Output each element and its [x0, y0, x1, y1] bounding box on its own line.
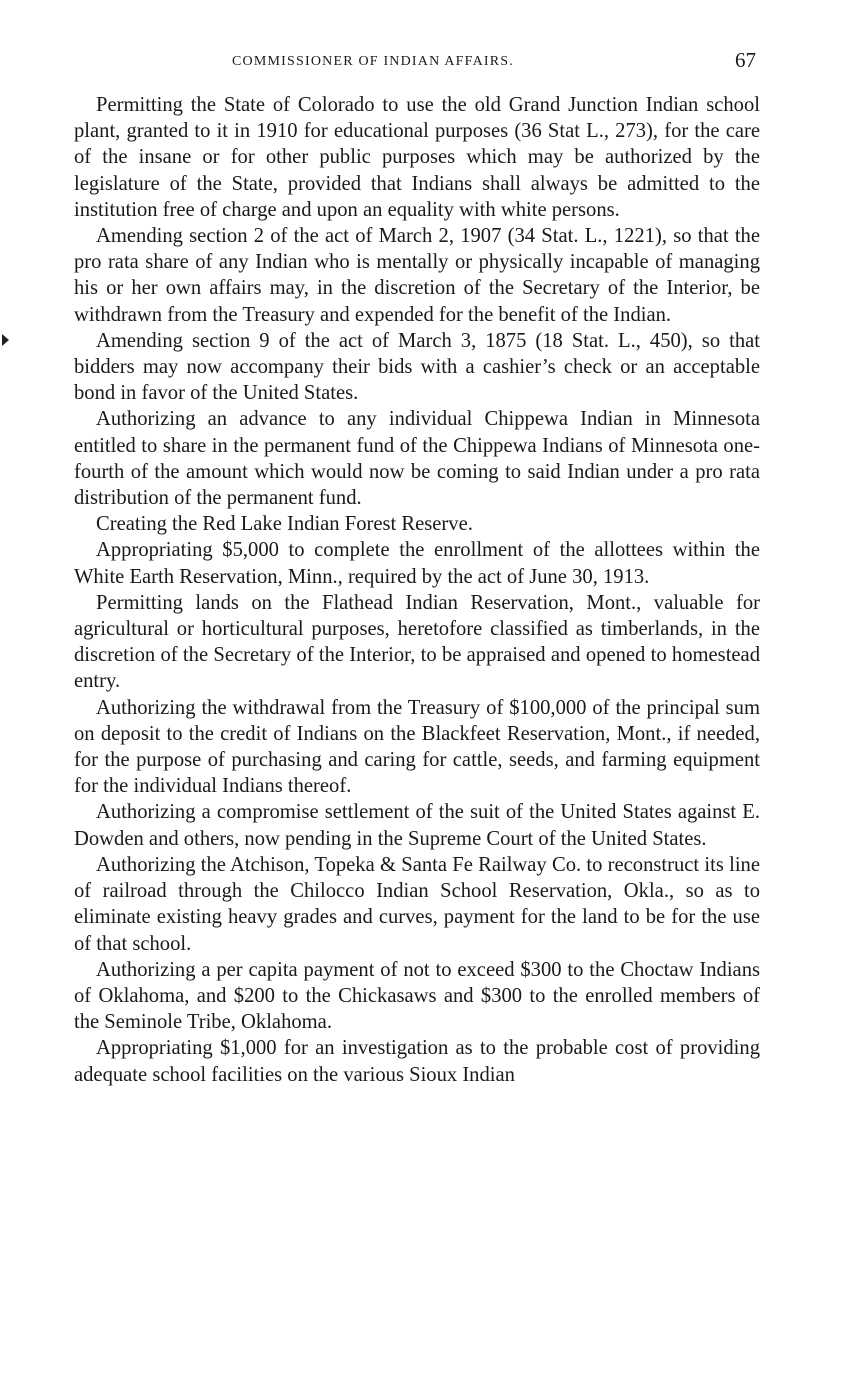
- running-head: COMMISSIONER OF INDIAN AFFAIRS.: [232, 54, 514, 69]
- paragraph-blackfeet-withdrawal: Authorizing the withdrawal from the Treasury of $100,000 of the principal sum on deposit to the credit of Indians on the Blackfeet Reservation, Mont., if needed, for the purpose of purchasing and caring for cattle, seeds, and farming equipment for the individual Indians thereof.: [74, 696, 760, 798]
- margin-arrow-mark: [2, 334, 9, 346]
- paragraph-act-march-2-1907: Amending section 2 of the act of March 2, 1907 (34 Stat. L., 1221), so that the pro rata share of any Indian who is mentally or physically incapable of managing his or her own affairs may, in the discretion of the Secretary of the Interior, be withdrawn from the Treasury and expended for the benefit of the Indian.: [74, 225, 760, 326]
- paragraph-per-capita-payment: Authorizing a per capita payment of not to exceed $300 to the Choctaw Indians of Oklahoma, and $200 to the Chickasaws and $300 to the enrolled members of the Seminole Tribe, Oklahoma.: [74, 958, 760, 1034]
- page-number: 67: [735, 48, 756, 72]
- paragraph-red-lake-forest: Creating the Red Lake Indian Forest Reserve.: [96, 513, 473, 536]
- page-header: [74, 48, 760, 78]
- paragraph-atchison-railway: Authorizing the Atchison, Topeka & Santa Fe Railway Co. to reconstruct its line of railroad through the Chilocco Indian School Reservation, Okla., so as to eliminate existing heavy grades and curves, payment for the land to be for the use of that school.: [74, 853, 760, 955]
- paragraph-flathead-lands: Permitting lands on the Flathead Indian Reservation, Mont., valuable for agricultural or horticultural purposes, heretofore classified as timberlands, in the discretion of the Secretary of the Interior, to be appraised and opened to homestead entry.: [74, 591, 760, 693]
- paragraph-white-earth-enrollment: Appropriating $5,000 to complete the enrollment of the allottees within the White Earth Reservation, Minn., required by the act of June 30, 1913.: [74, 539, 760, 588]
- paragraph-chippewa-advance: Authorizing an advance to any individual Chippewa Indian in Minnesota entitled to share in the permanent fund of the Chippewa Indians of Minnesota one-fourth of the amount which would now be coming to said Indian under a pro rata distribution of the permanent fund.: [74, 408, 760, 510]
- paragraph-dowden-settlement: Authorizing a compromise settlement of the suit of the United States against E. Dowden and others, now pending in the Supreme Court of the United States.: [74, 801, 760, 850]
- document-page: [74, 48, 760, 1088]
- paragraph-colorado-school: Permitting the State of Colorado to use the old Grand Junction Indian school plant, granted to it in 1910 for educational purposes (36 Stat L., 273), for the care of the insane or for other public purposes which may be authorized by the legislature of the State, provided that Indians shall always be admitted to the institution free of charge and upon an equality with white persons.: [74, 94, 760, 221]
- paragraph-sioux-school-investigation: Appropriating $1,000 for an investigation as to the probable cost of providing adequate school facilities on the various Sioux Indian: [74, 1037, 760, 1086]
- paragraph-act-march-3-1875: Amending section 9 of the act of March 3, 1875 (18 Stat. L., 450), so that bidders may now accompany their bids with a cashier’s check or an acceptable bond in favor of the United States.: [74, 329, 760, 405]
